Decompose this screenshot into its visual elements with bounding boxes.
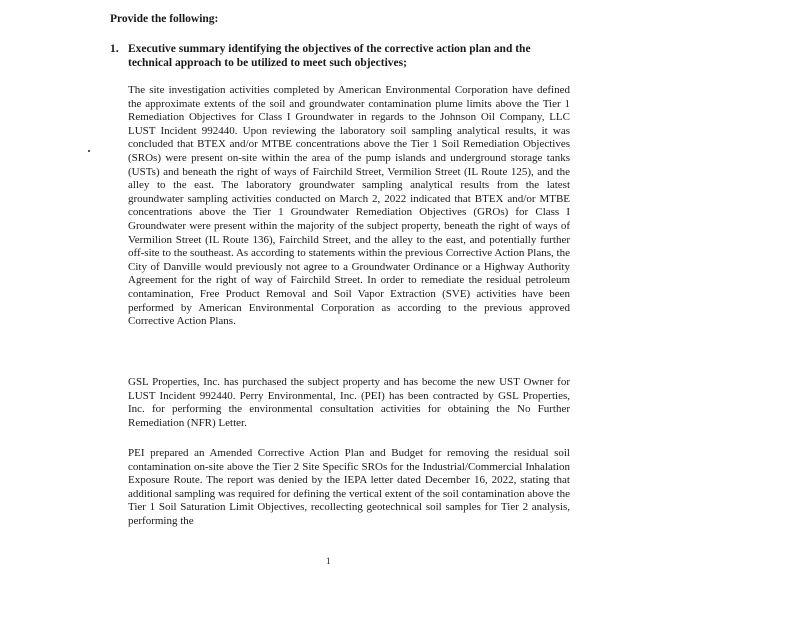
page-number: 1 — [326, 556, 331, 566]
section-heading: Provide the following: — [110, 13, 219, 25]
paragraph-gsl-properties: GSL Properties, Inc. has purchased the subject property and has become the new UST Owner for LUST Incident 992440. Perry Environmental, Inc. (PEI) has been contracted by GSL Properties, Inc. for performing the environmental consultation activities for obtaining the No Further Remediation (NFR) Letter. — [128, 376, 570, 429]
list-item-executive-summary — [110, 42, 560, 70]
paragraph-site-investigation: The site investigation activities completed by American Environmental Corporation have defined the approximate extents of the soil and groundwater contamination plume limits above the Tier 1 Remediation Objectives for Class I Groundwater in regards to the Johnson Oil Company, LLC LUST Incident 992440. Upon reviewing the laboratory soil sampling analytical results, it was concluded that BTEX and/or MTBE concentrations above the Tier 1 Soil Remediation Objectives (SROs) were present on-site within the area of the pump islands and underground storage tanks (USTs) and beneath the right of ways of Fairchild Street, Vermilion Street (IL Route 125), and the alley to the east. The laboratory groundwater sampling analytical results from the latest groundwater sampling activities conducted on March 2, 2022 indicated that BTEX and/or MTBE concentrations above the Tier 1 Groundwater Remediation Objectives (GROs) for Class I Groundwater were present within the majority of the subject property, beneath the right of ways of Vermilion Street (IL Route 136), Fairchild Street, and the alley to the east, and potentially further off-site to the southeast. As according to statements within the previous Corrective Action Plans, the City of Danville would previously not agree to a Groundwater Ordinance or a Highway Authority Agreement for the right of way of Fairchild Street. In order to remediate the residual petroleum contamination, Free Product Removal and Soil Vapor Extraction (SVE) activities have been performed by American Environmental Corporation as according to the previous approved Corrective Action Plans. — [128, 84, 570, 328]
list-item-text: Executive summary identifying the objectives of the corrective action plan and the technical approach to be utilized to meet such objectives; — [128, 43, 531, 69]
scan-speck — [88, 150, 90, 152]
list-item-number: 1. — [110, 43, 119, 55]
paragraph-pei-plan: PEI prepared an Amended Corrective Action Plan and Budget for removing the residual soil contamination on-site above the Tier 2 Site Specific SROs for the Industrial/Commercial Inhalation Exposure Route. The report was denied by the IEPA letter dated December 16, 2022, stating that additional sampling was required for defining the vertical extent of the soil contamination above the Tier 1 Soil Saturation Limit Objectives, recollecting geotechnical soil samples for Tier 2 analysis, performing the — [128, 447, 570, 527]
